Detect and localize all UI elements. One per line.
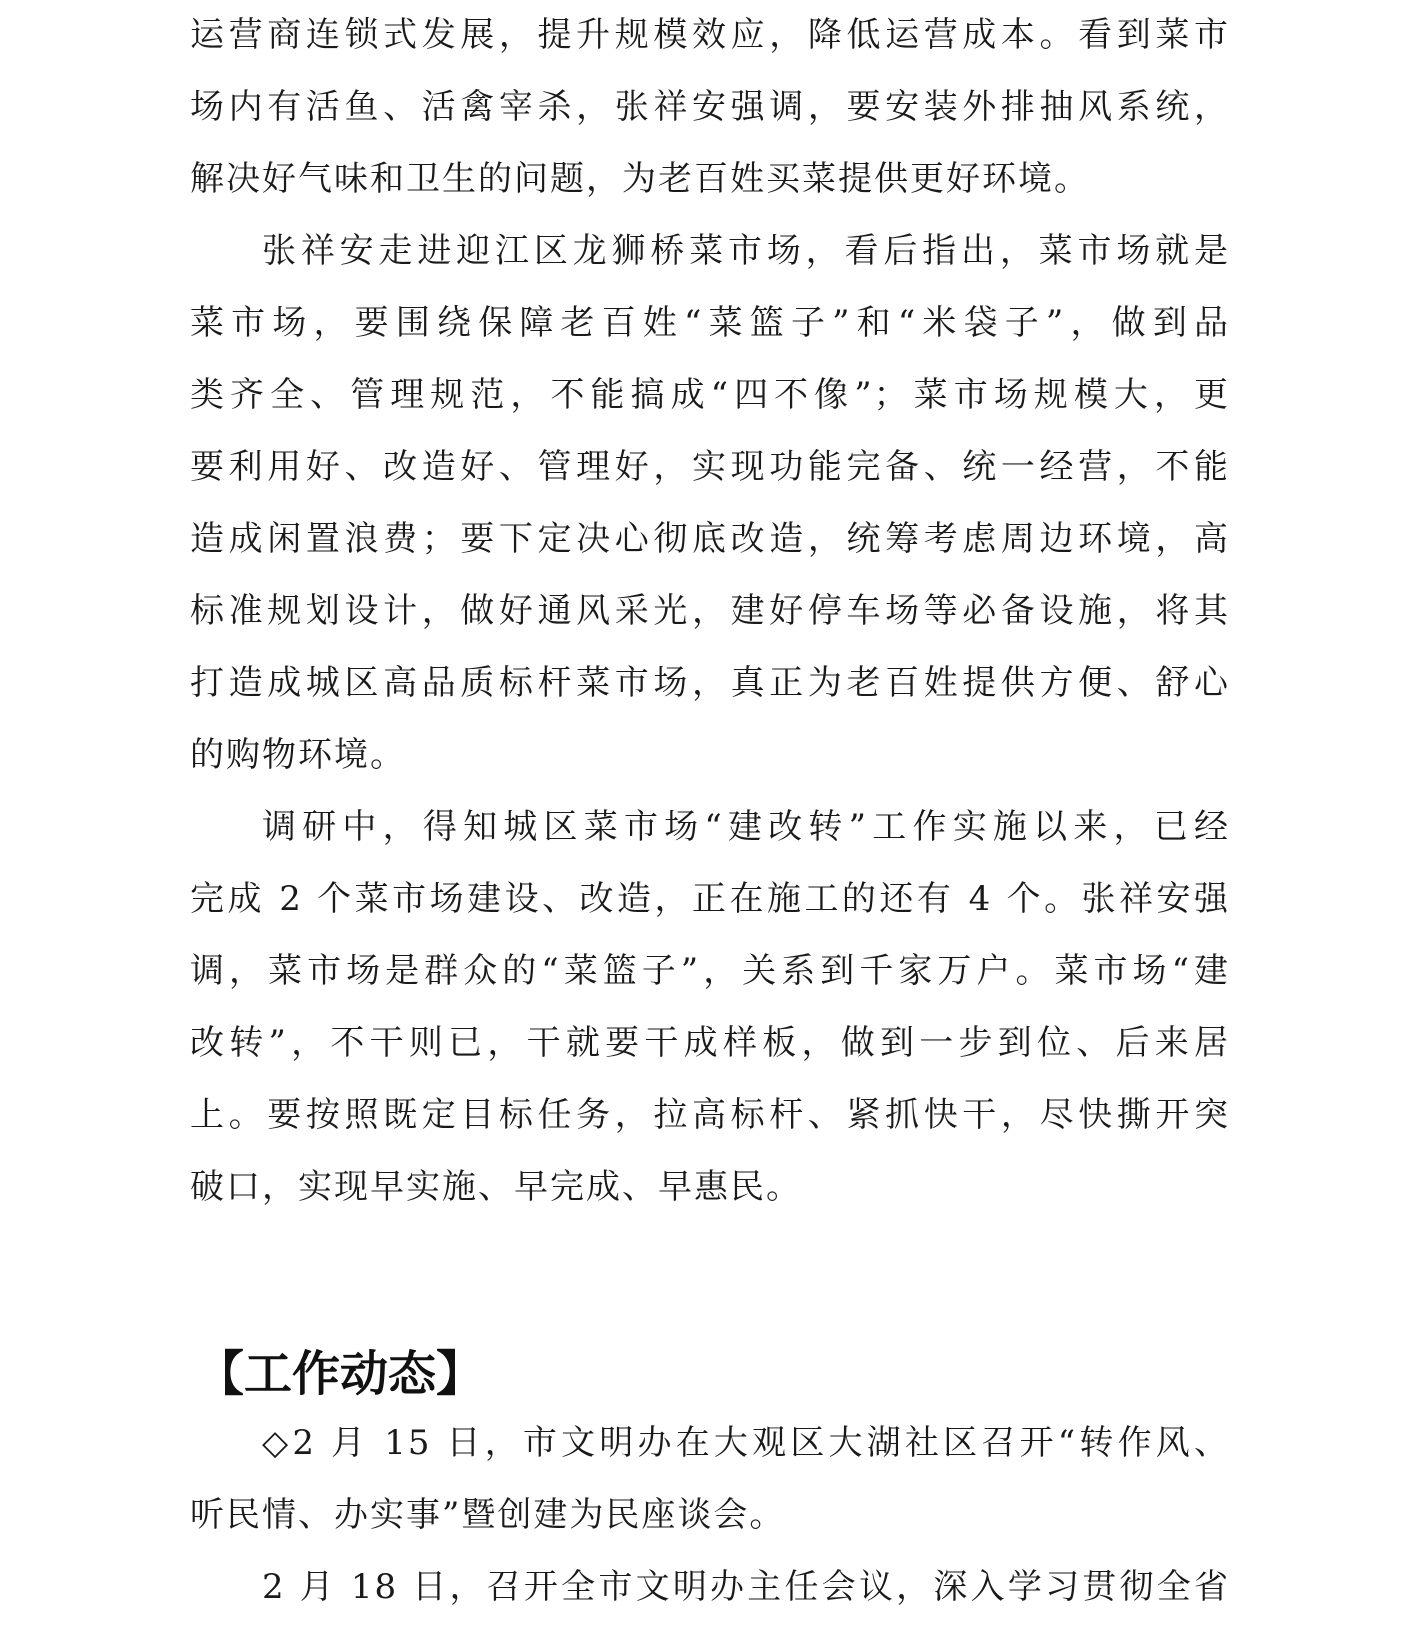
body-line: 要利用好、改造好、管理好，实现功能完备、统一经营，不能 [190, 447, 1230, 487]
body-line: 的购物环境。 [190, 735, 406, 775]
body-line: 场内有活鱼、活禽宰杀，张祥安强调，要安装外排抽风系统， [190, 87, 1230, 127]
body-line: 上。要按照既定目标任务，拉高标杆、紧抓快干，尽快撕开突 [190, 1095, 1230, 1135]
body-line: 调，菜市场是群众的“菜篮子”，关系到千家万户。菜市场“建 [190, 951, 1230, 991]
work-item-line: 听民情、办实事”暨创建为民座谈会。 [190, 1495, 786, 1535]
body-line: 张祥安走进迎江区龙狮桥菜市场，看后指出，菜市场就是 [262, 231, 1230, 271]
work-item-line: 2 月 18 日，召开全市文明办主任会议，深入学习贯彻全省 [262, 1567, 1230, 1607]
body-line: 运营商连锁式发展，提升规模效应，降低运营成本。看到菜市 [190, 15, 1230, 55]
body-line: 完成 2 个菜市场建设、改造，正在施工的还有 4 个。张祥安强 [190, 879, 1230, 919]
body-line: 解决好气味和卫生的问题，为老百姓买菜提供更好环境。 [190, 159, 1090, 199]
body-line: 调研中，得知城区菜市场“建改转”工作实施以来，已经 [262, 807, 1230, 847]
body-line: 标准规划设计，做好通风采光，建好停车场等必备设施，将其 [190, 591, 1230, 631]
body-line: 破口，实现早实施、早完成、早惠民。 [190, 1167, 802, 1207]
body-line: 菜市场，要围绕保障老百姓“菜篮子”和“米袋子”，做到品 [190, 303, 1230, 343]
body-line: 类齐全、管理规范，不能搞成“四不像”；菜市场规模大，更 [190, 375, 1230, 415]
section-heading: 【工作动态】 [196, 1346, 485, 1402]
body-line: 造成闲置浪费；要下定决心彻底改造，统筹考虑周边环境，高 [190, 519, 1230, 559]
body-line: 打造成城区高品质标杆菜市场，真正为老百姓提供方便、舒心 [190, 663, 1230, 703]
work-item-line: ◇2 月 15 日，市文明办在大观区大湖社区召开“转作风、 [262, 1423, 1230, 1463]
body-line: 改转”，不干则已，干就要干成样板，做到一步到位、后来居 [190, 1023, 1230, 1063]
